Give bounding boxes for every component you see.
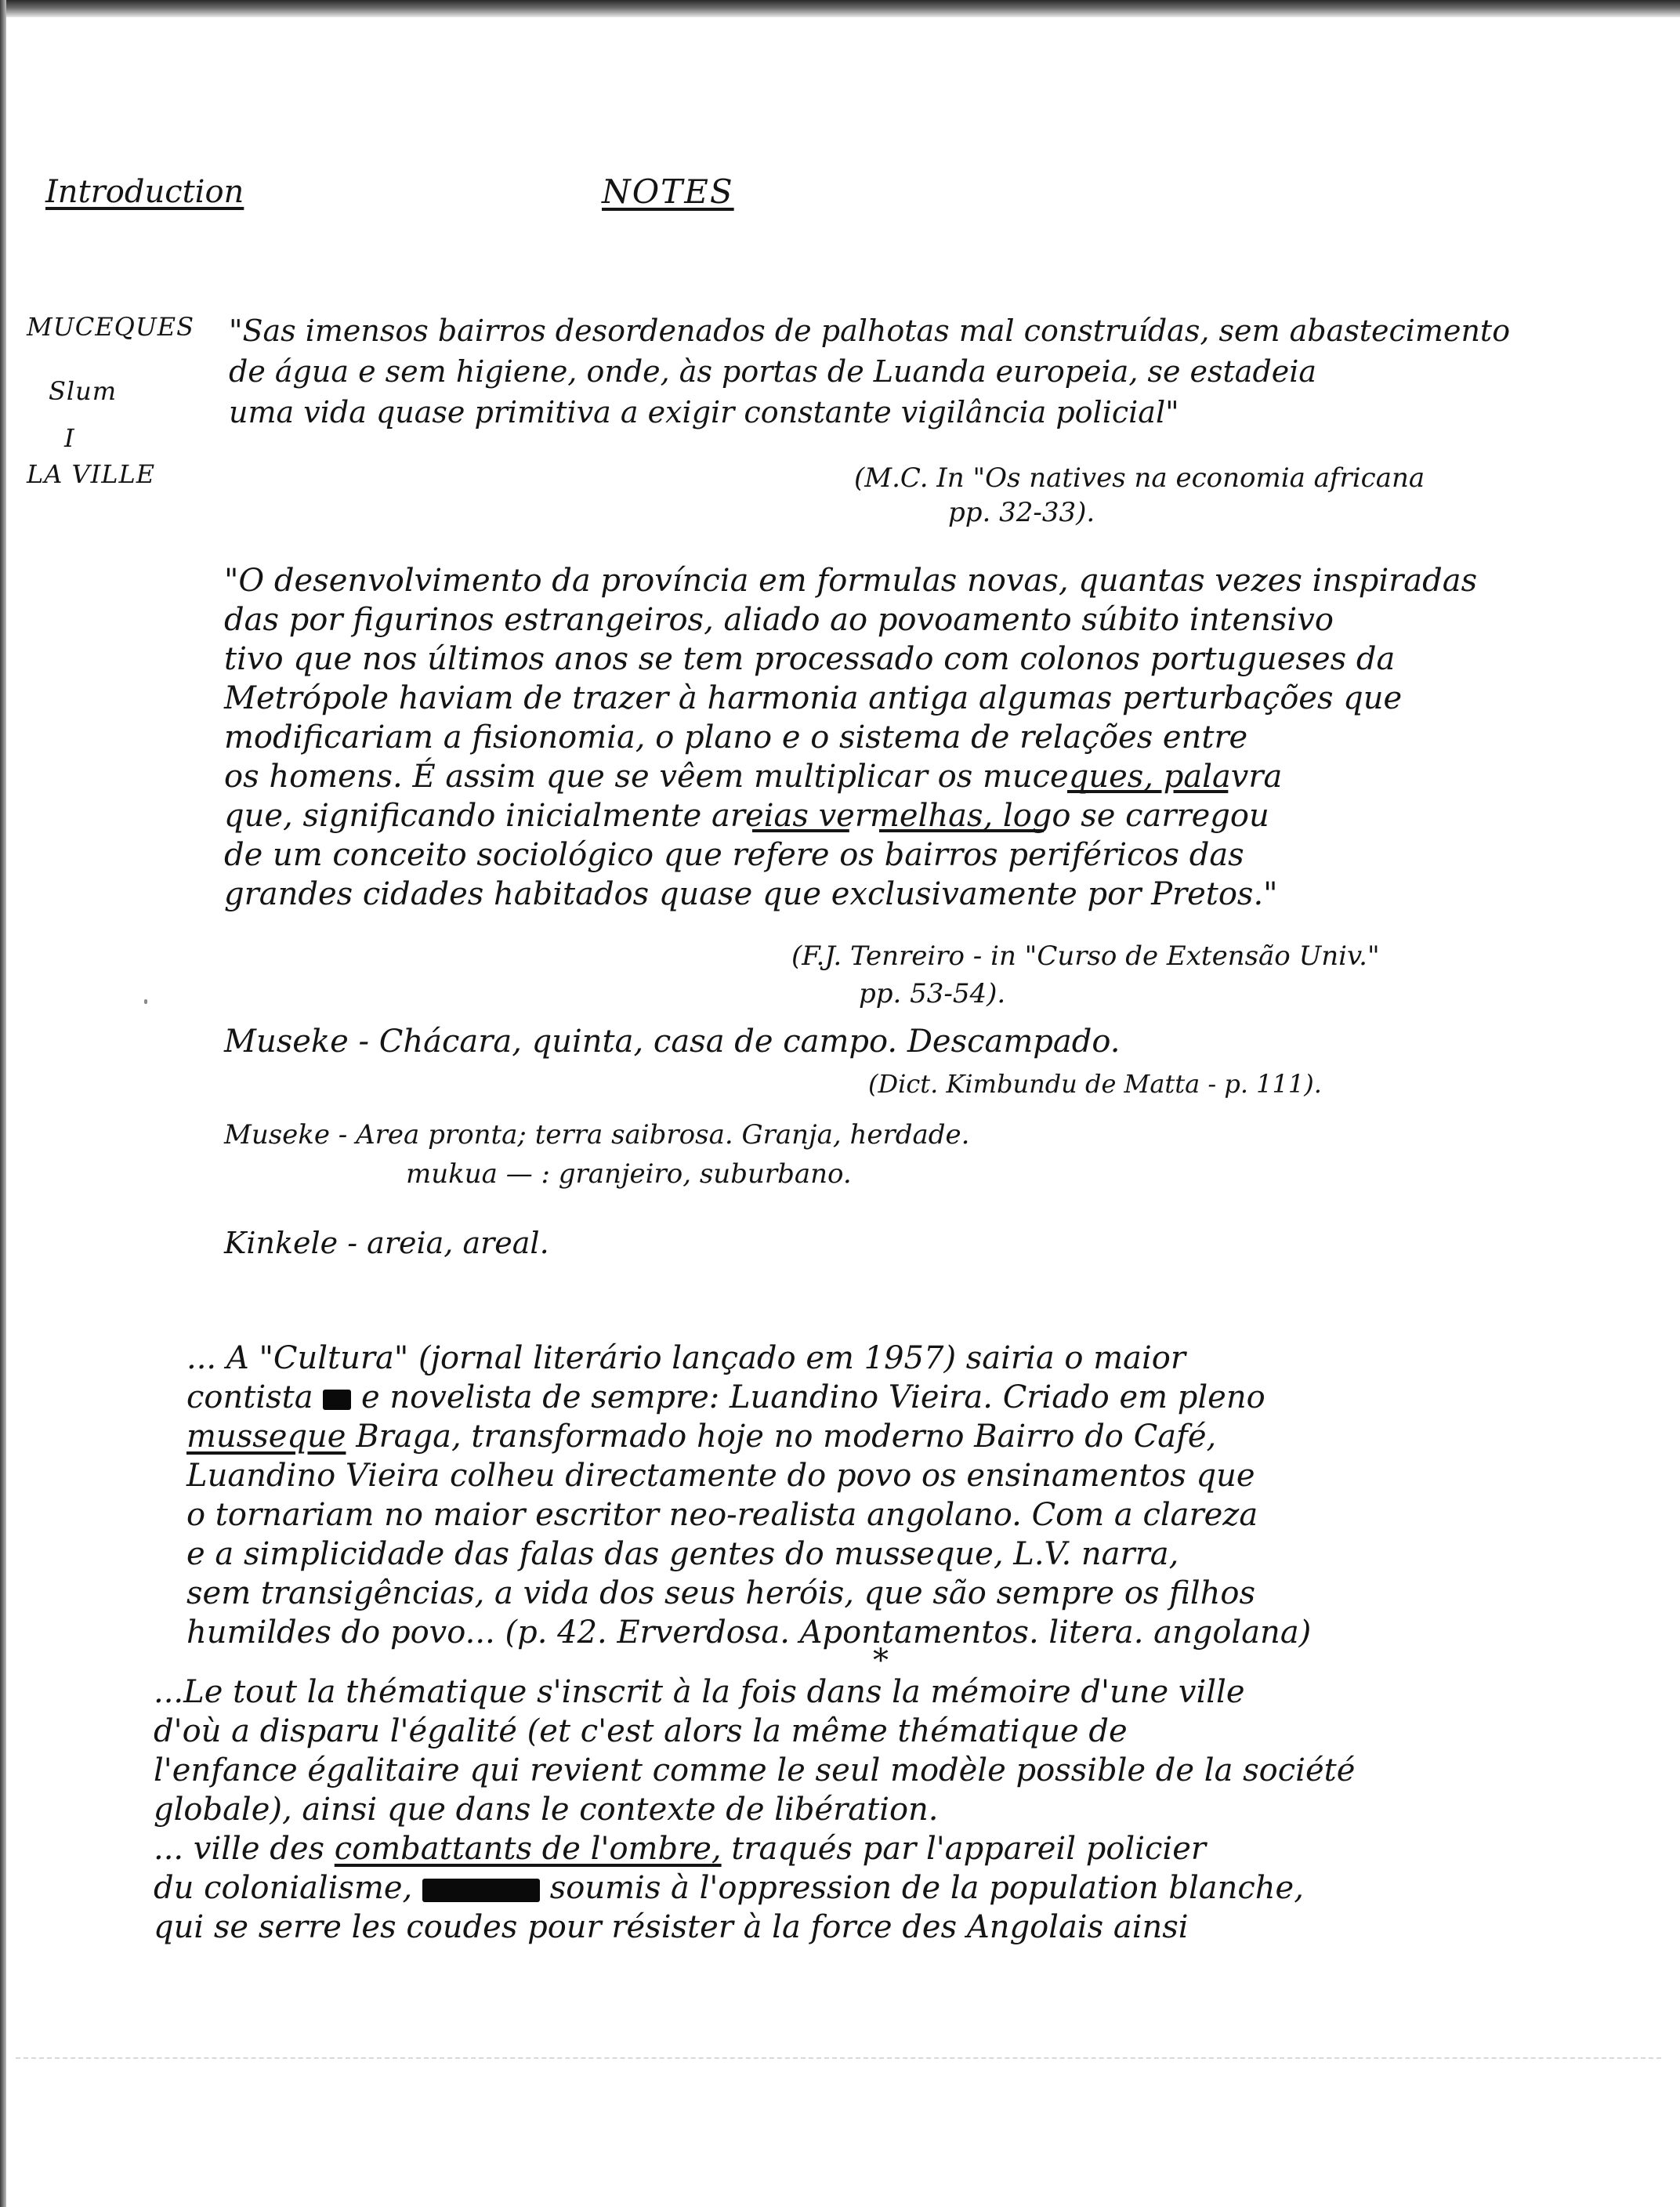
quote-1: [229, 310, 1510, 433]
definition-kinkele: Kinkele - areia, areal.: [224, 1226, 549, 1260]
passage-3-line: humildes do povo... (p. 42. Erverdosa. Apontamentos. litera. angolana): [186, 1614, 1312, 1651]
quote-2-source: (F.J. Tenreiro - in "Curso de Extensão Univ.": [791, 940, 1380, 972]
passage-4-line: globale), ainsi que dans le contexte de libération.: [154, 1792, 939, 1828]
passage-3-line: o tornariam no maior escritor neo-realista angolano. Com a clareza: [186, 1497, 1258, 1533]
asterisk-mark: *: [873, 1643, 889, 1679]
quote-1-pages: pp. 32-33).: [948, 497, 1095, 528]
passage-4-line: qui se serre les coudes pour résister à la force des Angolais ainsi: [154, 1909, 1189, 1945]
passage-3-line: Luandino Vieira colheu directamente do povo os ensinamentos que: [186, 1458, 1255, 1494]
margin-slum: Slum: [49, 376, 118, 406]
quote-2-line: modificariam a fisionomia, o plano e o sistema de relações entre: [224, 719, 1248, 756]
quote-1-source: (M.C. In "Os natives na economia africana: [854, 462, 1425, 494]
quote-2-line: tivo que nos últimos anos se tem processado com colonos portugueses da: [224, 641, 1396, 677]
passage-3-word: Braga, transformado hoje no moderno Bairro do Café,: [356, 1419, 1217, 1455]
underline-vermelhas-word: [879, 796, 1044, 832]
passage-4-underlined: combattants de l'ombre,: [334, 1831, 722, 1867]
underline-muceques-word: [1067, 757, 1228, 793]
passage-4-line: [154, 1829, 1355, 1868]
definition-museke-2: Museke - Area pronta; terra saibrosa. Granja, herdade.: [224, 1119, 970, 1151]
passage-4-word: ... ville des: [154, 1831, 325, 1867]
scan-left-edge: [0, 0, 6, 2207]
quote-2-line: os homens. É assim que se vêem multiplicar os muceques, palavra: [224, 759, 1283, 795]
underline-muceques: [1067, 757, 1228, 793]
quote-2-line: Metrópole haviam de trazer à harmonia antiga algumas perturbações que: [224, 680, 1403, 716]
underline-areias: [752, 796, 849, 832]
quote-2-line: que, significando inicialmente areias vermelhas, logo se carregou: [224, 798, 1269, 834]
passage-4-line: ...Le tout la thématique s'inscrit à la fois dans la mémoire d'une ville: [154, 1674, 1245, 1710]
introduction-text: Introduction: [45, 174, 244, 210]
definition-museke-1-source: (Dict. Kimbundu de Matta - p. 111).: [868, 1069, 1322, 1099]
quote-2-pages: pp. 53-54).: [859, 978, 1006, 1009]
passage-3-line: [186, 1417, 1311, 1456]
passage-4: [154, 1672, 1355, 1947]
passage-4-line: l'enfance égalitaire qui revient comme le seul modèle possible de la société: [154, 1752, 1356, 1788]
margin-muceques: MUCEQUES: [27, 312, 195, 342]
scan-bottom-trace: [16, 2057, 1661, 2059]
quote-2-line: grandes cidades habitados quase que exclusivamente por Pretos.": [224, 876, 1278, 912]
quote-2: [224, 561, 1477, 914]
redaction-mark: [323, 1390, 351, 1410]
passage-3-line: e a simplicidade das falas das gentes do musseque, L.V. narra,: [186, 1536, 1179, 1572]
passage-4-word: du colonialisme,: [154, 1870, 413, 1906]
passage-3-line: [186, 1378, 1311, 1417]
scan-speck: [144, 999, 147, 1004]
passage-4-line: [154, 1868, 1355, 1908]
passage-3: [186, 1339, 1311, 1652]
scan-top-edge: [0, 0, 1680, 17]
quote-2-line: das por figurinos estrangeiros, aliado ao povoamento súbito intensivo: [224, 602, 1334, 638]
quote-1-line: de água e sem higiene, onde, às portas de Luanda europeia, se estadeia: [229, 354, 1317, 389]
passage-3-line: sem transigências, a vida dos seus heróis, que são sempre os filhos: [186, 1575, 1255, 1611]
underline-areias-word: [752, 796, 849, 832]
margin-la-ville: LA VILLE: [27, 459, 156, 489]
quote-1-line: "Sas imensos bairros desordenados de palhotas mal construídas, sem abastecimento: [229, 313, 1511, 348]
redaction-mark: [422, 1879, 540, 1902]
passage-4-line: d'où a disparu l'égalité (et c'est alors la même thématique de: [154, 1713, 1128, 1749]
margin-separator: I: [64, 423, 75, 453]
passage-3-word: contista: [186, 1379, 313, 1415]
quote-1-line: uma vida quase primitiva a exigir constante vigilância policial": [229, 395, 1179, 429]
page-title: [602, 172, 734, 211]
passage-3-underlined: musseque: [186, 1419, 346, 1455]
passage-4-word: soumis à l'oppression de la population blanche,: [549, 1870, 1304, 1906]
passage-3-line: ... A "Cultura" (jornal literário lançado em 1957) sairia o maior: [186, 1340, 1186, 1376]
quote-2-line: de um conceito sociológico que refere os bairros periféricos das: [224, 837, 1244, 873]
definition-mukua: mukua — : granjeiro, suburbano.: [406, 1158, 852, 1190]
passage-3-word: e novelista de sempre: Luandino Vieira. Criado em pleno: [361, 1379, 1265, 1415]
page-title-text: NOTES: [602, 172, 734, 211]
passage-4-word: traqués par l'appareil policier: [731, 1831, 1206, 1867]
definition-museke-1: Museke - Chácara, quinta, casa de campo. Descampado.: [224, 1024, 1121, 1060]
introduction-label: [45, 174, 244, 210]
underline-vermelhas: [879, 796, 1044, 832]
quote-2-line: "O desenvolvimento da província em formulas novas, quantas vezes inspiradas: [224, 563, 1478, 599]
